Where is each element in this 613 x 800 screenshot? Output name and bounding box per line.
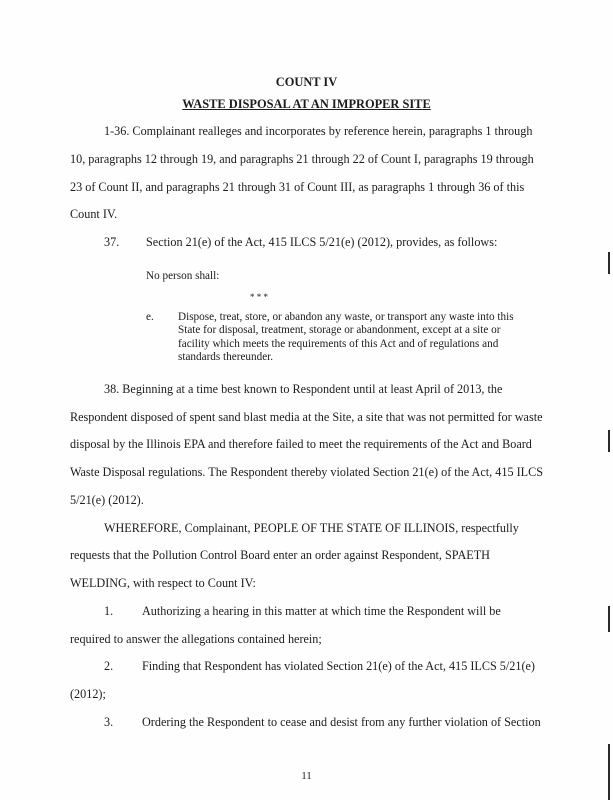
quote-item-letter: e. bbox=[146, 311, 154, 323]
relief-1-number: 1. bbox=[104, 604, 114, 618]
wherefore-line-2: requests that the Pollution Control Board enter an order against Respondent, SPAETH bbox=[70, 548, 490, 562]
page-number: 11 bbox=[301, 770, 312, 782]
scan-margin-mark bbox=[608, 606, 610, 632]
relief-1-line-2: required to answer the allegations contained herein; bbox=[70, 632, 322, 646]
count-title: COUNT IV bbox=[275, 75, 338, 89]
para-37-number: 37. bbox=[104, 235, 120, 249]
para-38-line-4: Waste Disposal regulations. The Respondent thereby violated Section 21(e) of the Act, 415 ILCS bbox=[70, 465, 543, 479]
para-38-line-5: 5/21(e) (2012). bbox=[70, 493, 144, 507]
para-38-line-2: Respondent disposed of spent sand blast media at the Site, a site that was not permitted for waste bbox=[70, 410, 543, 424]
quote-item-line-2: State for disposal, treatment, storage or abandonment, except at a site or bbox=[178, 324, 501, 336]
para-37-text: Section 21(e) of the Act, 415 ILCS 5/21(e) (2012), provides, as follows: bbox=[146, 235, 498, 249]
wherefore-line-1: WHEREFORE, Complainant, PEOPLE OF THE STATE OF ILLINOIS, respectfully bbox=[104, 521, 519, 535]
relief-1-line-1: Authorizing a hearing in this matter at which time the Respondent will be bbox=[142, 604, 501, 618]
para-1-36-line-2: 10, paragraphs 12 through 19, and paragraphs 21 through 22 of Count I, paragraphs 19 through bbox=[70, 152, 534, 166]
para-1-36-line-3: 23 of Count II, and paragraphs 21 through 31 of Count III, as paragraphs 1 through 36 of this bbox=[70, 180, 525, 194]
relief-2-number: 2. bbox=[104, 659, 114, 673]
quote-item-line-1: Dispose, treat, store, or abandon any waste, or transport any waste into this bbox=[178, 311, 514, 323]
scan-margin-mark bbox=[608, 744, 610, 800]
para-1-36-line-4: Count IV. bbox=[70, 207, 118, 221]
para-1-36-line-1: 1-36. Complainant realleges and incorporates by reference herein, paragraphs 1 through bbox=[104, 124, 533, 138]
count-subtitle: WASTE DISPOSAL AT AN IMPROPER SITE bbox=[182, 97, 431, 111]
ellipsis-stars: * * * bbox=[250, 292, 268, 302]
quote-item-line-3: facility which meets the requirements of this Act and of regulations and bbox=[178, 338, 499, 350]
relief-2-line-1: Finding that Respondent has violated Section 21(e) of the Act, 415 ILCS 5/21(e) bbox=[142, 659, 535, 673]
para-38-line-3: disposal by the Illinois EPA and therefore failed to meet the requirements of the Act and Board bbox=[70, 437, 532, 451]
quote-intro: No person shall: bbox=[146, 270, 220, 282]
wherefore-line-3: WELDING, with respect to Count IV: bbox=[70, 576, 256, 590]
scan-margin-mark bbox=[608, 430, 610, 452]
para-38-line-1: 38. Beginning at a time best known to Respondent until at least April of 2013, the bbox=[104, 382, 503, 396]
quote-item-line-4: standards thereunder. bbox=[178, 351, 274, 363]
relief-2-line-2: (2012); bbox=[70, 687, 106, 701]
relief-3-line-1: Ordering the Respondent to cease and desist from any further violation of Section bbox=[142, 715, 541, 729]
relief-3-number: 3. bbox=[104, 715, 114, 729]
scan-margin-mark bbox=[608, 252, 610, 274]
